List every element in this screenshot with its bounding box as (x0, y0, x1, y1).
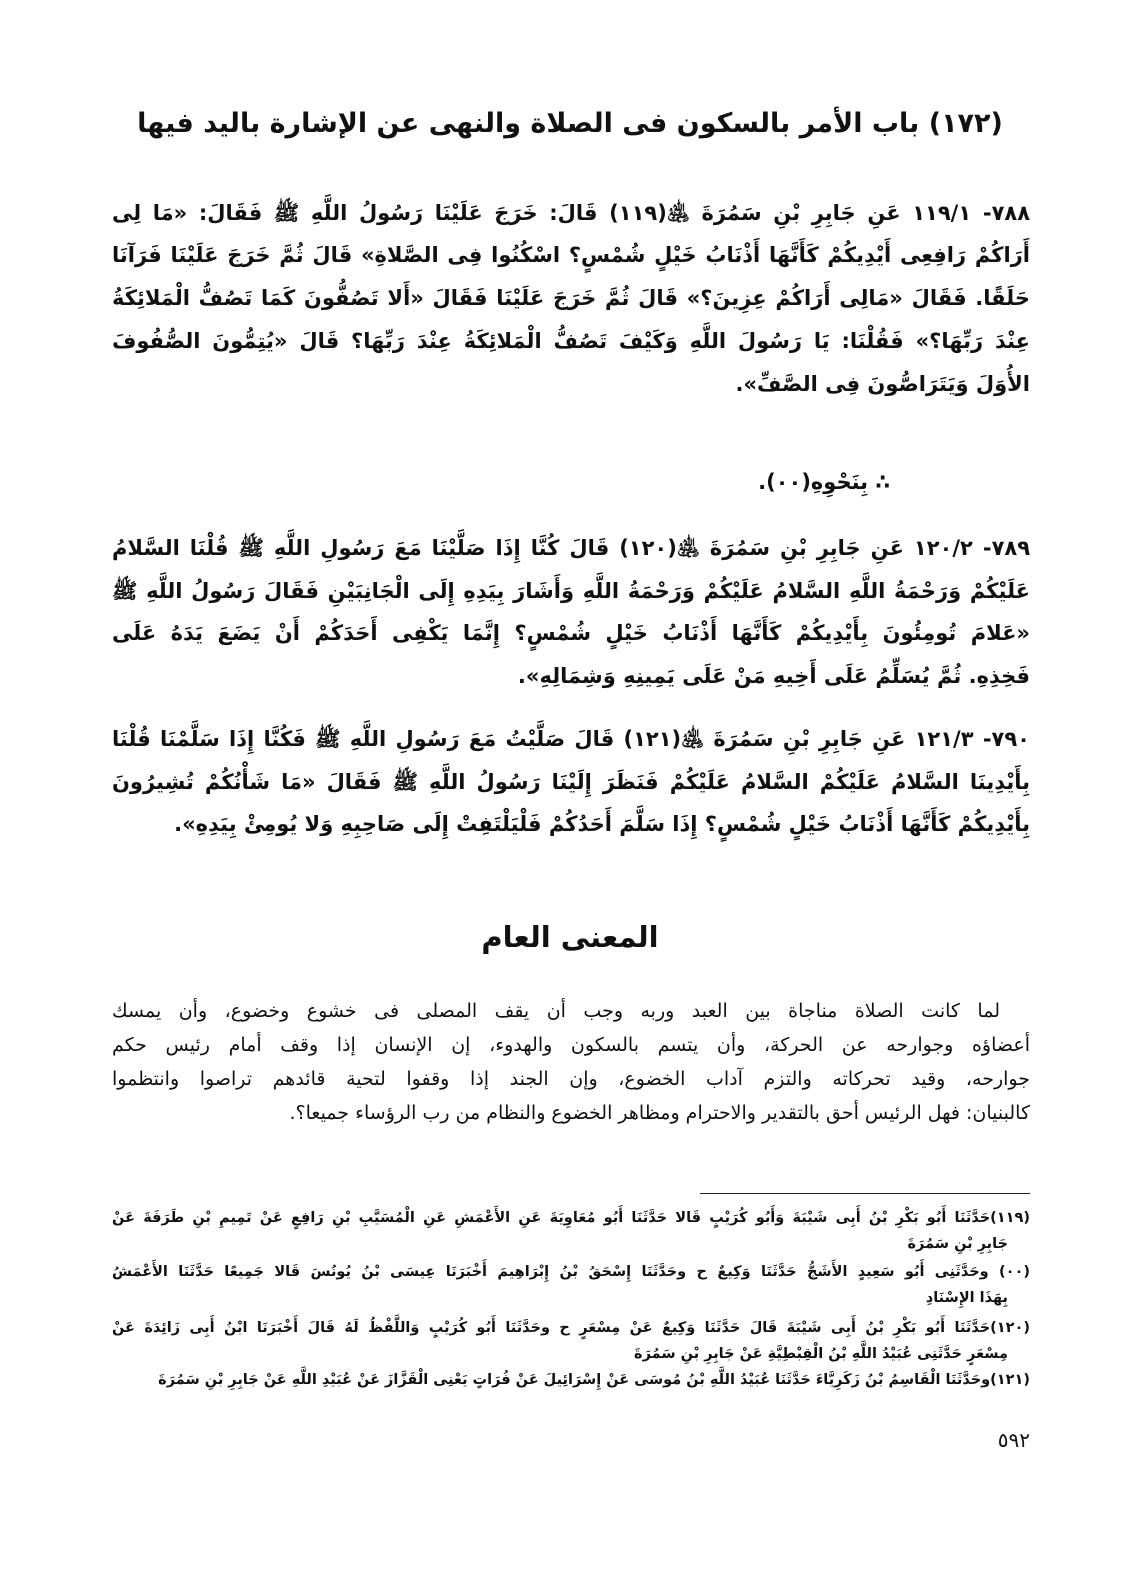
hadith-line: «عَلامَ تُومِئُونَ بِأَيْدِيكُمْ كَأَنَّهَا أَذْنَابُ خَيْلٍ شُمْسٍ؟ إِنَّمَا يَكْفِى أَحَدَكُمْ أَنْ يَضَعَ يَدَهُ عَلَى (112, 621, 1030, 645)
footnote-121: (١٢١)وحَدَّثَنَا الْقَاسِمُ بْنُ زَكَرِيَّاءَ حَدَّثَنَا عُبَيْدُ اللَّهِ بْنُ مُوسَى عَنْ إِسْرَائِيلَ عَنْ فُرَاتٍ يَعْنِى الْقَزَّازَ عَنْ عُبَيْدِ اللَّهِ عَنْ جَابِرِ بْنِ سَمُرَةَ (158, 1372, 1030, 1388)
footnote-00-cont: بِهَذَا الإِسْنَادِ (925, 1290, 1008, 1306)
hadith-line: أَرَاكُمْ رَافِعِى أَيْدِيكُمْ كَأَنَّهَا أَذْنَابُ خَيْلٍ شُمْسٍ؟ اسْكُنُوا فِى الصَّلاةِ» قَالَ ثُمَّ خَرَجَ عَلَيْنَا فَرَآنَا (112, 243, 1030, 267)
hadith-line: بِأَيْدِيكُمْ كَأَنَّهَا أَذْنَابُ خَيْلٍ شُمْسٍ؟ إِذَا سَلَّمَ أَحَدُكُمْ فَلْيَلْتَفِتْ إِلَى صَاحِبِهِ وَلا يُومِئْ بِيَدِهِ». (174, 812, 1030, 836)
hadith-line: عَلَيْكُمْ وَرَحْمَةُ اللَّهِ السَّلامُ عَلَيْكُمْ وَرَحْمَةُ اللَّهِ وَأَشَارَ بِيَدِهِ إِلَى الْجَانِبَيْنِ فَقَالَ رَسُولُ اللَّهِ ﷺ (112, 579, 1030, 603)
chapter-title: (١٧٢) باب الأمر بالسكون فى الصلاة والنهى عن الإشارة باليد فيها (137, 108, 1003, 139)
hadith-line: بِأَيْدِينَا السَّلامُ عَلَيْكُمْ السَّلامُ عَلَيْكُمْ فَنَظَرَ إِلَيْنَا رَسُولُ اللَّهِ ﷺ فَقَالَ «مَا شَأْنُكُمْ تُشِيرُونَ (112, 770, 1030, 794)
footnote-divider (700, 1193, 1030, 1194)
hadith-line: حَلَقًا. فَقَالَ «مَالِى أَرَاكُمْ عِزِينَ؟» قَالَ ثُمَّ خَرَجَ عَلَيْنَا فَقَالَ «أَلا تَصُفُّونَ كَمَا تَصُفُّ الْمَلائِكَةُ (112, 286, 1030, 310)
paragraph-line: كالبنيان: فهل الرئيس أحق بالتقدير والاحترام ومظاهر الخضوع والنظام من رب الرؤساء جميعا؟. (289, 1102, 1030, 1124)
similar-narration-note: ∴ بِنَحْوِهِ(٠٠). (758, 470, 890, 494)
footnote-120: (١٢٠)حَدَّثَنَا أَبُو بَكْرِ بْنُ أَبِى شَيْبَةَ قَالَ حَدَّثَنَا وَكِيعٌ عَنْ مِسْعَرٍ ح وحَدَّثَنَا أَبُو كُرَيْبٍ وَاللَّفْظُ لَهُ قَالَ أَخْبَرَنَا ابْنُ أَبِى زَائِدَةَ عَنْ (112, 1320, 1030, 1336)
footnote-120-cont: مِسْعَرٍ حَدَّثَنِى عُبَيْدُ اللَّهِ بْنُ الْقِبْطِيَّةِ عَنْ جَابِرِ بْنِ سَمُرَةَ (634, 1346, 1008, 1362)
hadith-line: ٧٨٩- ١٢٠/٢ عَنِ جَابِرِ بْنِ سَمُرَةَ ﵁(١٢٠) قَالَ كُنَّا إِذَا صَلَّيْنَا مَعَ رَسُولِ اللَّهِ ﷺ قُلْنَا السَّلامُ (112, 536, 1031, 560)
footnote-119-cont: جَابِرِ بْنِ سَمُرَةَ (907, 1236, 1008, 1252)
hadith-line: الأُوَلَ وَيَتَرَاصُّونَ فِى الصَّفِّ». (735, 372, 1030, 396)
paragraph-line: لما كانت الصلاة مناجاة بين العبد وربه وجب أن يقف المصلى فى خشوع وخضوع، وأن يمسك (112, 1000, 1000, 1022)
paragraph-line: جوارحه، وقيد تحركاته والتزم آداب الخضوع، وإن الجند إذا وقفوا لتحية قائدهم تراصوا وانتظموا (112, 1068, 1030, 1090)
hadith-line: عِنْدَ رَبِّهَا؟» فَقُلْنَا: يَا رَسُولَ اللَّهِ وَكَيْفَ تَصُفُّ الْمَلائِكَةُ عِنْدَ رَبِّهَا؟ قَالَ «يُتِمُّونَ الصُّفُوفَ (112, 329, 1030, 353)
page-number: ٥٩٢ (997, 1428, 1030, 1452)
paragraph-line: أعضاؤه وجوارحه عن الحركة، وأن يتسم بالسكون والهدوء، إن الإنسان إذا وقف أمام رئيس حكم (112, 1034, 1030, 1056)
footnote-119: (١١٩)حَدَّثَنَا أَبُو بَكْرِ بْنُ أَبِى شَيْبَةَ وَأَبُو كُرَيْبٍ قَالا حَدَّثَنَا أَبُو مُعَاوِيَةَ عَنِ الأَعْمَشِ عَنِ الْمُسَيَّبِ بْنِ رَافِعٍ عَنْ تَمِيمِ بْنِ طَرَفَةَ عَنْ (112, 1210, 1030, 1226)
hadith-line: فَخِذِهِ. ثُمَّ يُسَلِّمُ عَلَى أَخِيهِ مَنْ عَلَى يَمِينِهِ وَشِمَالِهِ». (517, 664, 1030, 688)
hadith-line: ٧٩٠- ١٢١/٣ عَنِ جَابِرِ بْنِ سَمُرَةَ ﵁(١٢١) قَالَ صَلَّيْتُ مَعَ رَسُولِ اللَّهِ ﷺ فَكُنَّا إِذَا سَلَّمْنَا قُلْنَا (112, 727, 1030, 751)
section-heading: المعنى العام (481, 920, 659, 954)
hadith-line: ٧٨٨- ١١٩/١ عَنِ جَابِرِ بْنِ سَمُرَةَ ﵁(١١٩) قَالَ: خَرَجَ عَلَيْنَا رَسُولُ اللَّهِ ﷺ فَقَالَ: «مَا لِى (112, 201, 1031, 225)
footnote-00: (٠٠) وحَدَّثَنِى أَبُو سَعِيدٍ الأَشَجُّ حَدَّثَنَا وَكِيعٌ ح وحَدَّثَنَا إِسْحَقُ بْنُ إِبْرَاهِيمَ أَخْبَرَنَا عِيسَى بْنُ يُونُسَ قَالا جَمِيعًا حَدَّثَنَا الأَعْمَشُ (112, 1264, 1030, 1280)
